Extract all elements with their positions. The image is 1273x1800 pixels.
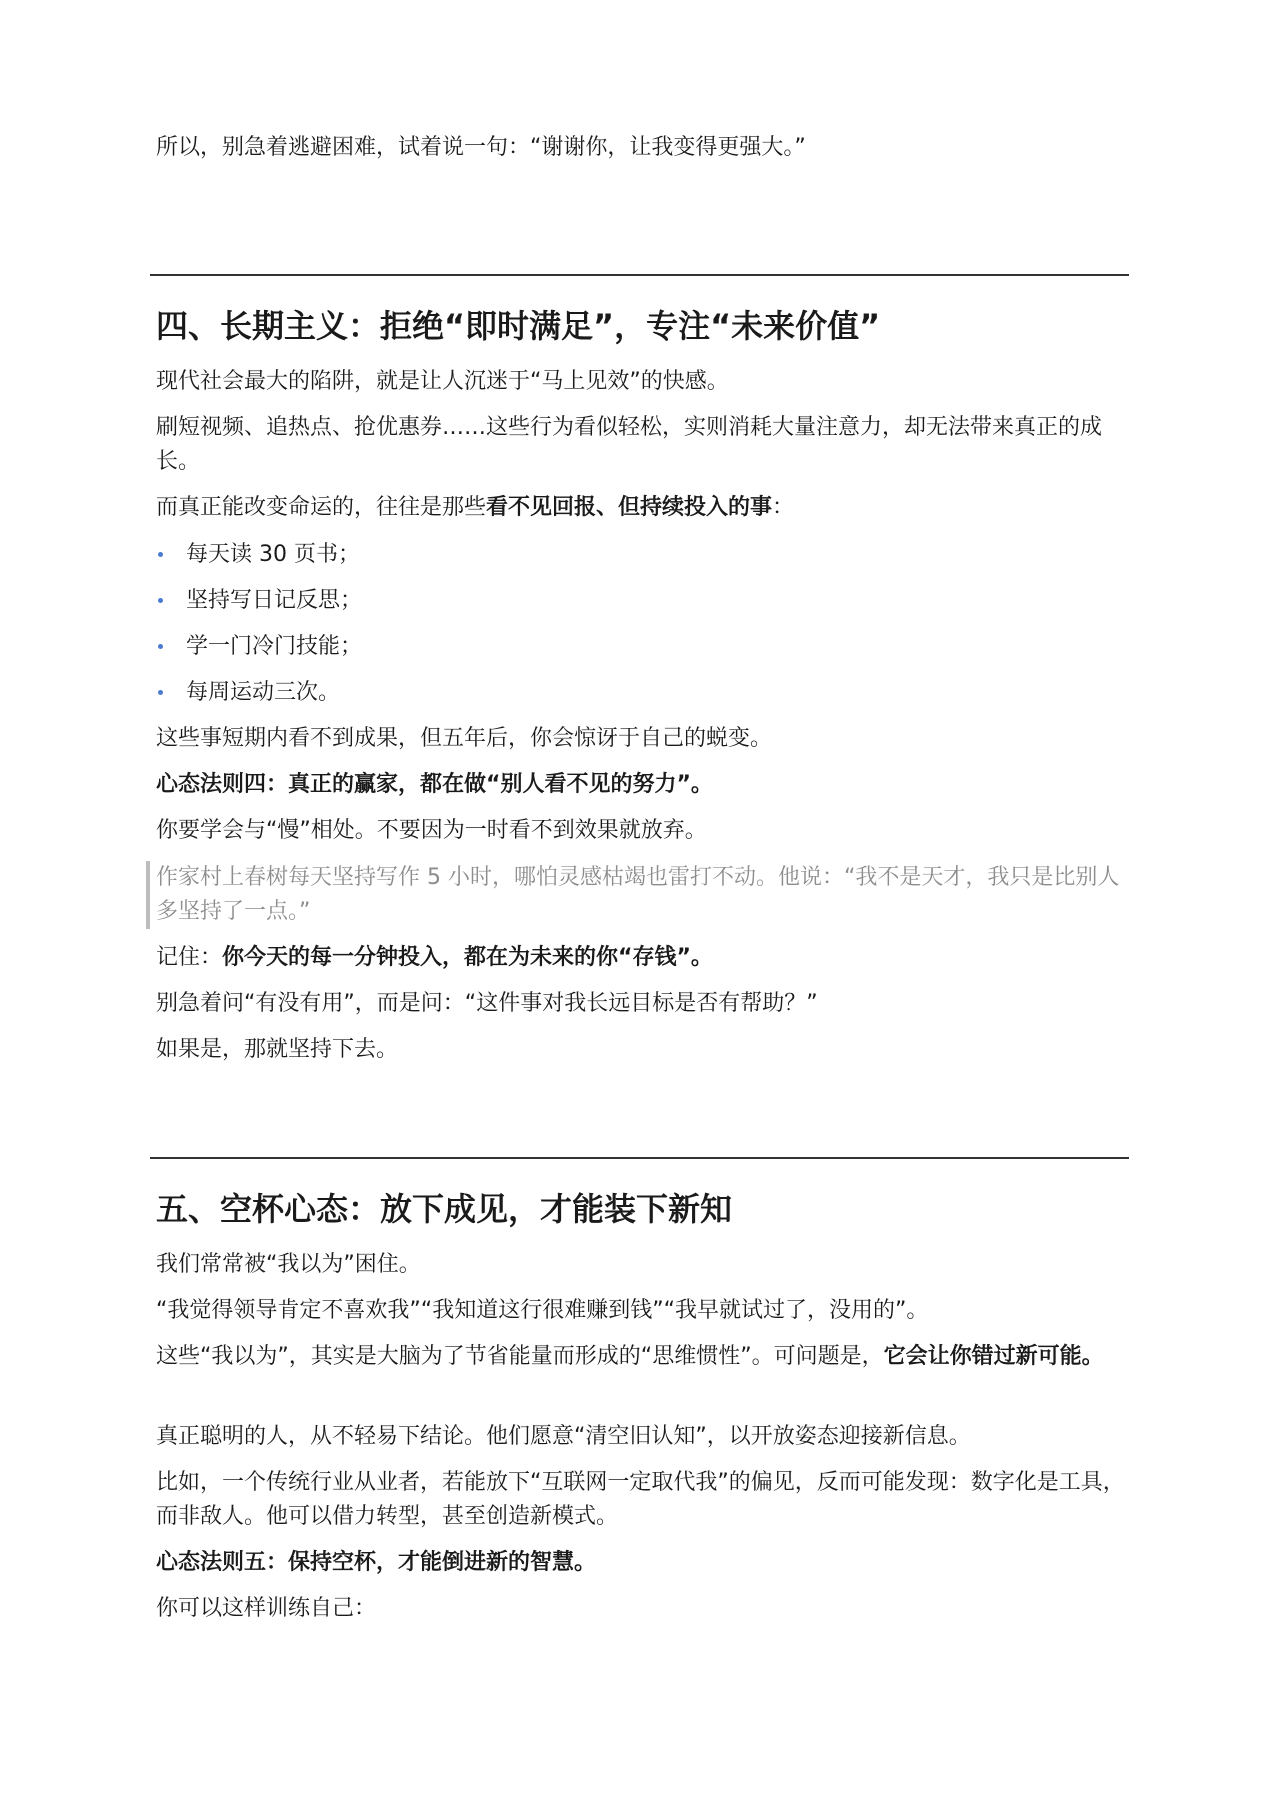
section4-rule [156, 768, 1129, 802]
bullet-dot-icon [158, 552, 163, 557]
section4-paragraph-3 [156, 491, 1129, 525]
section5-heading: 五、空杯心态：放下成见，才能装下新知 [156, 1190, 733, 1228]
section5-rule-text: 心态法则五：保持空杯，才能倒进新的智慧。 [156, 1550, 597, 1575]
section5-paragraph-4: 真正聪明的人，从不轻易下结论。他们愿意“清空旧认知”，以开放姿态迎接新信息。 [156, 1424, 971, 1449]
section4-p3-suffix: ： [772, 495, 795, 520]
section5-rule [156, 1546, 1129, 1580]
section4-paragraph-2: 刷短视频、追热点、抢优惠券……这些行为看似轻松，实则消耗大量注意力，却无法带来真正的成长。 [156, 415, 1103, 474]
section4-paragraph-8: 如果是，那就坚持下去。 [156, 1037, 399, 1062]
section4-paragraph-6 [156, 941, 1129, 975]
bullet-dot-icon [158, 598, 163, 603]
section4-blockquote: 作家村上春树每天坚持写作 5 小时，哪怕灵感枯竭也雷打不动。他说：“我不是天才，我只是比别人多坚持了一点。” [146, 861, 1139, 929]
section5-paragraph-1: 我们常常被“我以为”困住。 [156, 1252, 421, 1277]
list-item-text: 每天读 30 页书； [186, 542, 360, 567]
section5-p3-prefix: 这些“我以为”，其实是大脑为了节省能量而形成的“思维惯性”。可问题是， [156, 1344, 884, 1369]
section5-paragraph-2: “我觉得领导肯定不喜欢我”“我知道这行很难赚到钱”“我早就试过了，没用的”。 [156, 1298, 929, 1323]
section4-heading: 四、长期主义：拒绝“即时满足”，专注“未来价值” [156, 307, 881, 345]
intro-closing-paragraph: 所以，别急着逃避困难，试着说一句：“谢谢你，让我变得更强大。” [156, 135, 806, 160]
list-item-text: 每周运动三次。 [186, 680, 341, 705]
section4-paragraph-5: 你要学会与“慢”相处。不要因为一时看不到效果就放弃。 [156, 818, 707, 843]
bullet-dot-icon [158, 644, 163, 649]
section5-paragraph-3 [156, 1340, 1129, 1374]
section5-paragraph-5: 比如，一个传统行业从业者，若能放下“互联网一定取代我”的偏见，反而可能发现：数字化是工具，而非敌人。他可以借力转型，甚至创造新模式。 [156, 1470, 1125, 1529]
section4-paragraph-4: 这些事短期内看不到成果，但五年后，你会惊讶于自己的蜕变。 [156, 726, 773, 751]
section5-p3-bold: 它会让你错过新可能。 [883, 1344, 1104, 1369]
section4-paragraph-7: 别急着问“有没有用”，而是问：“这件事对我长远目标是否有帮助？” [156, 991, 818, 1016]
section4-p3-prefix: 而真正能改变命运的，往往是那些 [156, 495, 487, 520]
section4-p6-prefix: 记住： [156, 945, 223, 970]
section4-paragraph-1: 现代社会最大的陷阱，就是让人沉迷于“马上见效”的快感。 [156, 369, 729, 394]
list-item-text: 坚持写日记反思； [186, 588, 363, 613]
section-divider [150, 274, 1129, 276]
section4-p3-bold: 看不见回报、但持续投入的事 [486, 495, 773, 520]
section4-rule-text: 心态法则四：真正的赢家，都在做“别人看不见的努力”。 [156, 772, 713, 797]
section4-p6-bold: 你今天的每一分钟投入，都在为未来的你“存钱”。 [222, 945, 713, 970]
list-item-text: 学一门冷门技能； [186, 634, 363, 659]
bullet-dot-icon [158, 690, 163, 695]
section5-paragraph-6: 你可以这样训练自己： [156, 1596, 377, 1621]
section-divider [150, 1157, 1129, 1159]
